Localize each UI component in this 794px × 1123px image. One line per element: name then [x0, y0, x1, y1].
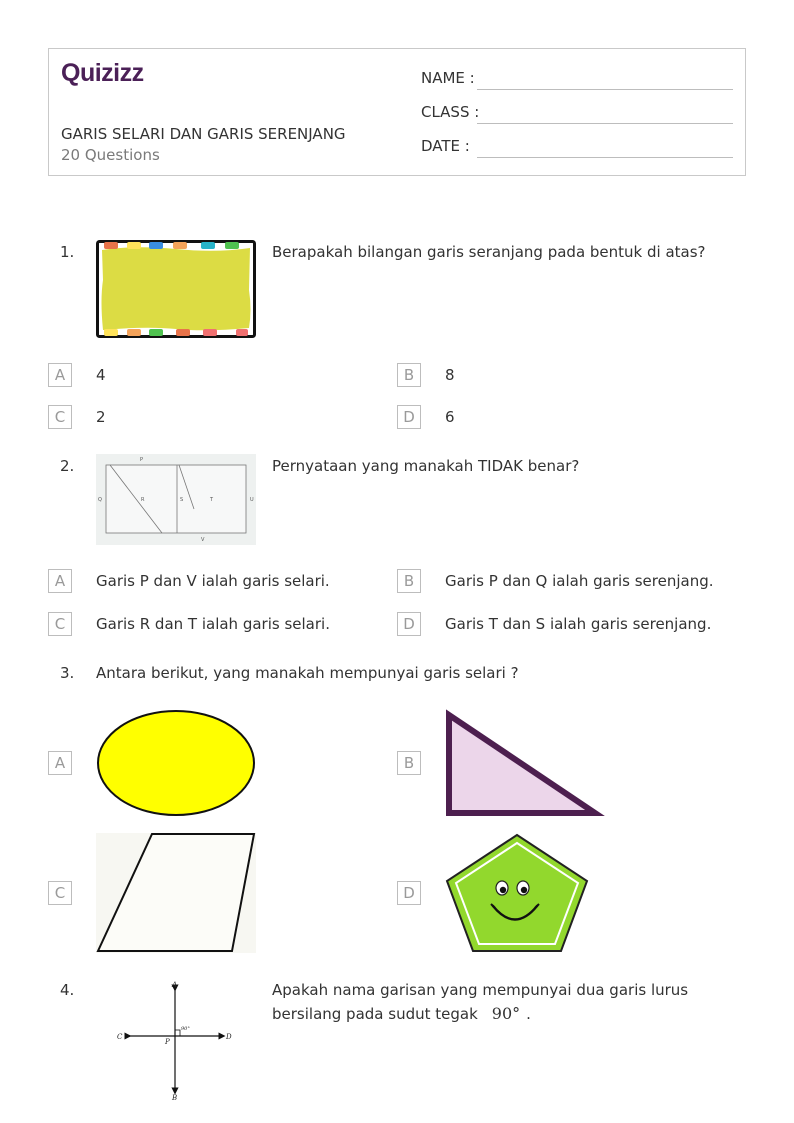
q3-option-c-letter[interactable]: C — [48, 881, 72, 905]
date-label: DATE : — [421, 137, 470, 155]
perpendicular-lines-diagram — [96, 978, 256, 1103]
label-r: R — [141, 497, 145, 503]
label-u: U — [250, 497, 254, 503]
q1-option-c-text: 2 — [96, 408, 106, 426]
q2-option-d-text: Garis T dan S ialah garis serenjang. — [445, 615, 712, 633]
label-a: A — [172, 981, 178, 989]
label-b: B — [172, 1094, 178, 1102]
pentagon-smiley-shape — [445, 833, 589, 953]
label-q: Q — [98, 497, 102, 503]
q3-option-b-letter[interactable]: B — [397, 751, 421, 775]
name-label: NAME : — [421, 69, 475, 87]
q2-option-d-letter[interactable]: D — [397, 612, 421, 636]
q2-option-b-text: Garis P dan Q ialah garis serenjang. — [445, 572, 714, 590]
question-3-text: Antara berikut, yang manakah mempunyai garis selari ? — [96, 664, 519, 682]
question-count: 20 Questions — [61, 146, 160, 164]
question-3-number: 3. — [60, 664, 75, 682]
label-d: D — [226, 1033, 232, 1041]
q1-option-a-text: 4 — [96, 366, 106, 384]
label-t: T — [210, 497, 214, 503]
worksheet-title: GARIS SELARI DAN GARIS SERENJANG — [61, 125, 346, 143]
q2-option-a-text: Garis P dan V ialah garis selari. — [96, 572, 330, 590]
right-triangle-shape — [445, 709, 605, 817]
label-p-point: P — [165, 1038, 170, 1046]
ellipse-shape — [96, 709, 256, 817]
q1-option-d-text: 6 — [445, 408, 455, 426]
class-field[interactable] — [477, 123, 733, 124]
q2-option-b-letter[interactable]: B — [397, 569, 421, 593]
class-label: CLASS : — [421, 103, 480, 121]
q1-option-a-letter[interactable]: A — [48, 363, 72, 387]
question-1-number: 1. — [60, 243, 75, 261]
parallelogram-shape — [96, 833, 256, 953]
label-90: 90° — [181, 1026, 190, 1032]
question-2-number: 2. — [60, 457, 75, 475]
q2-option-c-text: Garis R dan T ialah garis selari. — [96, 615, 330, 633]
worksheet-header — [48, 48, 746, 176]
label-v: V — [201, 537, 205, 543]
q1-option-b-text: 8 — [445, 366, 455, 384]
question-4-text-line1: Apakah nama garisan yang mempunyai dua garis lurus — [272, 981, 689, 999]
name-field[interactable] — [477, 89, 733, 90]
question-2-text: Pernyataan yang manakah TIDAK benar? — [272, 457, 580, 475]
quizizz-logo: Quizizz — [61, 59, 144, 87]
q2-option-c-letter[interactable]: C — [48, 612, 72, 636]
question-4-text — [272, 978, 688, 1026]
question-2-lines-diagram — [96, 454, 256, 545]
q1-option-d-letter[interactable]: D — [397, 405, 421, 429]
question-4-text-line2: bersilang pada sudut tegak 90° . — [272, 1004, 531, 1023]
label-c: C — [117, 1033, 123, 1041]
q1-option-c-letter[interactable]: C — [48, 405, 72, 429]
q2-option-a-letter[interactable]: A — [48, 569, 72, 593]
label-p: P — [140, 457, 144, 463]
date-field[interactable] — [477, 157, 733, 158]
label-s: S — [180, 497, 184, 503]
question-1-frame-image — [96, 240, 256, 338]
q3-option-d-letter[interactable]: D — [397, 881, 421, 905]
right-angle-value: 90° — [491, 1004, 521, 1023]
question-1-text: Berapakah bilangan garis seranjang pada bentuk di atas? — [272, 243, 706, 261]
q1-option-b-letter[interactable]: B — [397, 363, 421, 387]
q3-option-a-letter[interactable]: A — [48, 751, 72, 775]
question-4-number: 4. — [60, 981, 75, 999]
